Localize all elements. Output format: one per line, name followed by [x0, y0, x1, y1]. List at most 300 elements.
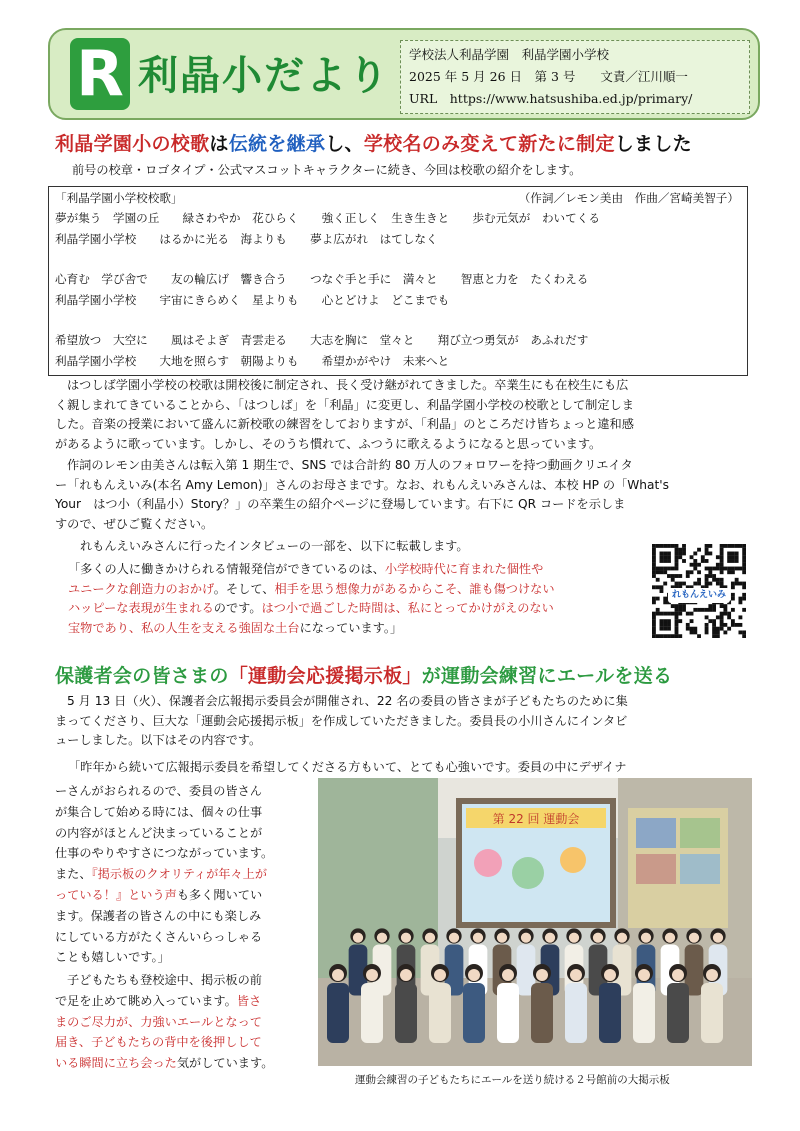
qr-module [671, 612, 675, 616]
qr-module [708, 570, 712, 574]
qr-module [675, 574, 679, 578]
qr-module [663, 612, 667, 616]
song-title: 「利晶学園小学校校歌」 [55, 191, 183, 205]
qr-module [675, 608, 679, 612]
qr-module [705, 552, 709, 556]
qr-module [667, 634, 671, 638]
person-face [593, 933, 603, 943]
qr-module [742, 597, 746, 601]
qr-module [652, 570, 656, 574]
qr-module [697, 563, 701, 567]
qr-module [693, 552, 697, 556]
qr-module [742, 608, 746, 612]
qr-module [742, 585, 746, 589]
qr-module [663, 623, 667, 627]
text: が集合して始める時には、個々の仕事 [55, 804, 263, 819]
qr-module [667, 612, 671, 616]
qr-module [735, 578, 739, 582]
qr-module [735, 555, 739, 559]
qr-module [705, 623, 709, 627]
person [667, 983, 689, 1043]
person-face [638, 969, 650, 981]
qr-module [712, 604, 716, 608]
qr-module [656, 567, 660, 571]
qr-module [652, 563, 656, 567]
qr-module [675, 582, 679, 586]
qr-module [720, 627, 724, 631]
qr-module [720, 582, 724, 586]
qr-module [742, 570, 746, 574]
text: になっています。」 [299, 620, 403, 635]
person [429, 983, 451, 1043]
qr-module [727, 567, 731, 571]
person-face [377, 933, 387, 943]
qr-module [678, 574, 682, 578]
verse2-line1: 心育む 学び舎で 友の輪広げ 響き合う つなぐ手と手に 満々と 智恵と力を たくわえる [55, 272, 589, 286]
person [599, 983, 621, 1043]
text-line [55, 1012, 273, 1033]
qr-module [705, 567, 709, 571]
qr-module [660, 552, 664, 556]
qr-module [671, 578, 675, 582]
school-logo-icon: R [70, 38, 130, 110]
qr-module [678, 582, 682, 586]
qr-module [738, 615, 742, 619]
text-line [55, 947, 273, 968]
text-line [55, 1032, 273, 1053]
qr-module [705, 615, 709, 619]
qr-module [723, 567, 727, 571]
qr-module [663, 597, 667, 601]
qr-module [660, 589, 664, 593]
person-face [449, 933, 459, 943]
qr-module [652, 623, 656, 627]
qr-module [667, 555, 671, 559]
qr-module [697, 548, 701, 552]
qr-module [742, 552, 746, 556]
qr-module [742, 563, 746, 567]
qr-module [697, 608, 701, 612]
qr-module [708, 608, 712, 612]
qr-module [708, 552, 712, 556]
article1-paragraph1 [55, 376, 634, 454]
qr-module [663, 552, 667, 556]
issue-info-box [400, 40, 750, 114]
qr-module [675, 559, 679, 563]
qr-module [660, 627, 664, 631]
qr-module [686, 627, 690, 631]
qr-module [690, 555, 694, 559]
qr-module [675, 555, 679, 559]
qr-module [663, 544, 667, 548]
article2-headline [55, 661, 672, 688]
verse3-line1: 希望放つ 大空に 風はそよぎ 青雲走る 大志を胸に 堂々と 翔び立つ勇気が あふれだす [55, 333, 589, 347]
qr-module [682, 582, 686, 586]
paragraph-line: Your はつ小（利晶小）Story？」の卒業生の紹介ページに登場しています。右下に QR コードを示しま [55, 497, 626, 511]
qr-module [675, 548, 679, 552]
qr-module [693, 630, 697, 634]
highlighted-text: はつ小で過ごした時間は、私にとってかけがえのない [261, 601, 554, 615]
qr-module [712, 574, 716, 578]
qr-module [701, 608, 705, 612]
qr-module [727, 559, 731, 563]
qr-module [716, 615, 720, 619]
paragraph-line: 5 月 13 日（火）、保護者会広報掲示委員会が開催され、22 名の委員の皆さまが子どもたちのために集 [67, 694, 628, 708]
qr-module [656, 634, 660, 638]
qr-module [742, 567, 746, 571]
qr-module [716, 582, 720, 586]
qr-module [678, 548, 682, 552]
qr-module [667, 544, 671, 548]
qr-module [705, 582, 709, 586]
person-face [536, 969, 548, 981]
text-line [55, 781, 273, 802]
verse2-line2: 利晶学園小学校 宇宙にきらめく 星よりも 心とどけよ どこまでも [55, 293, 450, 307]
headline1-segment: し、 [325, 133, 364, 155]
qr-module [697, 570, 701, 574]
qr-module [660, 567, 664, 571]
qr-module [731, 619, 735, 623]
qr-module [716, 630, 720, 634]
article1-headline [55, 129, 692, 156]
text-line [55, 1053, 273, 1074]
person-face [401, 933, 411, 943]
qr-module [716, 567, 720, 571]
highlighted-text: 『掲示板のクオリティが年々上が [91, 867, 268, 882]
qr-module [660, 555, 664, 559]
person [633, 983, 655, 1043]
qr-module [742, 555, 746, 559]
paragraph-line: があるように歌っています。しかし、そのうち慣れて、ふつうに歌えるようになると思っています。 [55, 436, 602, 451]
qr-module [742, 559, 746, 563]
qr-module [712, 608, 716, 612]
qr-module [720, 612, 724, 616]
qr-module [731, 555, 735, 559]
qr-module [682, 552, 686, 556]
qr-module [705, 608, 709, 612]
article1-paragraph2 [55, 456, 669, 534]
qr-module [652, 574, 656, 578]
article1-paragraph3: れもんえいみさんに行ったインタビューの一部を、以下に転載します。 [80, 539, 469, 553]
verse1-line1: 夢が集う 学園の丘 緑さわやか 花ひらく 強く正しく 生き生きと 歩む元気が わいてくる [55, 211, 600, 225]
qr-module [663, 600, 667, 604]
qr-module [720, 615, 724, 619]
school-name: 学校法人利晶学園 利晶学園小学校 [409, 47, 610, 62]
qr-module [652, 612, 656, 616]
qr-module [742, 544, 746, 548]
qr-module [716, 563, 720, 567]
highlighted-text: 相手を思う想像力があるからこそ、誰も傷つけない [274, 581, 555, 596]
qr-module [731, 593, 735, 597]
qr-module [682, 548, 686, 552]
qr-module [652, 544, 656, 548]
qr-module [723, 630, 727, 634]
qr-module [701, 559, 705, 563]
qr-module [678, 604, 682, 608]
qr-module [675, 563, 679, 567]
text: にしている方がたくさんいらっしゃる [55, 929, 263, 944]
qr-module [731, 567, 735, 571]
paragraph-line: まってくださり、巨大な「運動会応援掲示板」を作成していただきました。委員長の小川さんにインタビ [55, 713, 628, 728]
highlighted-text: ハッピーな表現が生まれる [68, 601, 214, 615]
qr-module [731, 582, 735, 586]
qr-module [742, 630, 746, 634]
person-face [468, 969, 480, 981]
school-url[interactable]: URL https://www.hatsushiba.ed.jp/primary/ [409, 91, 693, 106]
qr-module [735, 582, 739, 586]
person-face [521, 933, 531, 943]
highlighted-text: まのご尽力が、力強いエールとなって [55, 1014, 262, 1029]
qr-module [720, 544, 724, 548]
qr-module [652, 548, 656, 552]
qr-module [675, 619, 679, 623]
qr-module [712, 619, 716, 623]
qr-module [693, 582, 697, 586]
person-face [502, 969, 514, 981]
qr-module [652, 627, 656, 631]
person-face [425, 933, 435, 943]
qr-module [738, 630, 742, 634]
qr-module [723, 612, 727, 616]
person-face [665, 933, 675, 943]
text-line [68, 599, 555, 619]
qr-module [663, 559, 667, 563]
text-line [55, 991, 273, 1012]
qr-module [652, 567, 656, 571]
bulletin-board-photo [318, 778, 752, 1066]
text-line [55, 885, 273, 906]
qr-module [671, 544, 675, 548]
text: また、 [55, 867, 92, 882]
qr-module [712, 627, 716, 631]
qr-module [708, 604, 712, 608]
qr-module [682, 604, 686, 608]
paragraph-line: はつしば学園小学校の校歌は開校後に制定され、長く受け継がれてきました。卒業生にも在校生にも広 [67, 378, 629, 392]
qr-module [727, 555, 731, 559]
qr-module [712, 567, 716, 571]
qr-module [678, 619, 682, 623]
qr-module [652, 634, 656, 638]
text-line [55, 802, 273, 823]
qr-module [682, 544, 686, 548]
qr-module [731, 585, 735, 589]
qr-module [712, 634, 716, 638]
qr-module [738, 600, 742, 604]
text-line [55, 906, 273, 927]
qr-module [720, 559, 724, 563]
qr-module [663, 567, 667, 571]
qr-module [742, 634, 746, 638]
qr-module [675, 634, 679, 638]
photo-caption: 運動会練習の子どもたちにエールを送り続ける２号館前の大掲示板 [355, 1074, 670, 1086]
qr-module [675, 567, 679, 571]
headline2-segment: 「運動会応援掲示板」 [228, 665, 422, 687]
qr-module [652, 555, 656, 559]
text-line [55, 864, 273, 885]
paragraph-line: ー「れもんえいみ(本名 Amy Lemon)」さんのお母さまです。なお、れもんえいみさんは、本校 HP の「What's [55, 477, 669, 492]
qr-module [667, 559, 671, 563]
qr-module [735, 567, 739, 571]
song-credit: （作詞／レモン美由 作曲／宮崎美智子） [518, 191, 739, 205]
closing-paragraph [55, 970, 273, 1074]
qr-module [705, 548, 709, 552]
qr-module [705, 559, 709, 563]
qr-module [660, 612, 664, 616]
qr-module [731, 544, 735, 548]
qr-module [656, 578, 660, 582]
person [565, 983, 587, 1043]
qr-module [708, 567, 712, 571]
qr-module [682, 608, 686, 612]
qr-module [720, 555, 724, 559]
qr-module [735, 559, 739, 563]
qr-module [738, 623, 742, 627]
qr-module [731, 559, 735, 563]
verse3-line2: 利晶学園小学校 大地を照らす 朝陽よりも 希望かがやけ 未来へと [55, 354, 450, 368]
qr-module [723, 623, 727, 627]
qr-module [652, 619, 656, 623]
qr-module [667, 627, 671, 631]
qr-module [667, 552, 671, 556]
qr-module [697, 634, 701, 638]
qr-module [667, 619, 671, 623]
qr-module [720, 552, 724, 556]
qr-module [720, 578, 724, 582]
qr-module [656, 608, 660, 612]
qr-module [678, 555, 682, 559]
qr-module [712, 623, 716, 627]
article2-paragraph1 [55, 692, 628, 751]
issue-date-line: 2025 年 5 月 26 日 第 3 号 文責／江川順一 [409, 69, 688, 84]
person-face [569, 933, 579, 943]
qr-module [686, 612, 690, 616]
qr-module [708, 544, 712, 548]
qr-module [660, 623, 664, 627]
qr-module [663, 555, 667, 559]
text: で足を止めて眺め入っています。 [55, 993, 237, 1008]
qr-module [708, 619, 712, 623]
qr-module [682, 559, 686, 563]
qr-module [701, 555, 705, 559]
qr-module [742, 548, 746, 552]
qr-module [727, 544, 731, 548]
qr-module [697, 578, 701, 582]
qr-module [652, 559, 656, 563]
qr-module [731, 597, 735, 601]
qr-module [727, 570, 731, 574]
person-face [617, 933, 627, 943]
person-face [545, 933, 555, 943]
qr-module [667, 567, 671, 571]
text: ことも嬉しいです。」 [55, 950, 170, 965]
person-face [497, 933, 507, 943]
person [361, 983, 383, 1043]
qr-module [742, 593, 746, 597]
person-face [353, 933, 363, 943]
qr-module [705, 574, 709, 578]
text-line [55, 970, 273, 991]
qr-module [690, 630, 694, 634]
text-line [68, 580, 555, 600]
qr-module [663, 619, 667, 623]
text: ます。保護者の皆さんの中にも楽しみ [55, 908, 262, 923]
text: ーさんがおられるので、委員の皆さん [55, 784, 262, 798]
qr-module [693, 608, 697, 612]
qr-module [720, 567, 724, 571]
person-face [434, 969, 446, 981]
qr-module [663, 570, 667, 574]
qr-module [656, 612, 660, 616]
qr-module [652, 630, 656, 634]
qr-module [720, 619, 724, 623]
qr-module [735, 552, 739, 556]
headline2-segment: が運動会練習にエールを送る [421, 665, 673, 687]
qr-module [690, 563, 694, 567]
text-line [68, 560, 555, 580]
qr-module [720, 604, 724, 608]
qr-module [716, 578, 720, 582]
qr-module [716, 634, 720, 638]
qr-module [652, 597, 656, 601]
paragraph-line: した。音楽の授業において盛んに新校歌の練習をしておりますが、「利晶」のところだけ皆ちょっと違和感 [55, 417, 634, 431]
text-line [68, 619, 555, 639]
qr-module [697, 582, 701, 586]
qr-module [742, 582, 746, 586]
qr-module [660, 570, 664, 574]
committee-quote-first-line: 「昨年から続いて広報掲示委員を希望してくださる方もいて、とても心強いです。委員の中にデザイナ [68, 760, 627, 774]
qr-module [663, 634, 667, 638]
qr-module [678, 634, 682, 638]
qr-label: れもんえいみ [668, 588, 730, 603]
qr-module [671, 574, 675, 578]
text: の内容がほとんど決まっていることが [55, 825, 263, 840]
qr-module [731, 552, 735, 556]
qr-module [705, 544, 709, 548]
qr-module [690, 612, 694, 616]
highlighted-text: ユニークな創造力のおかげ [68, 581, 214, 596]
person-face [570, 969, 582, 981]
qr-module [720, 623, 724, 627]
qr-module [705, 630, 709, 634]
qr-module [693, 567, 697, 571]
qr-module [723, 544, 727, 548]
person-face [332, 969, 344, 981]
text: 。そして、 [213, 581, 275, 596]
person [327, 983, 349, 1043]
qr-module [652, 615, 656, 619]
headline2-segment: 保護者会の皆さまの [55, 665, 229, 687]
person [497, 983, 519, 1043]
qr-module [727, 615, 731, 619]
qr-module [738, 582, 742, 586]
qr-module [675, 612, 679, 616]
person [463, 983, 485, 1043]
text: も多く聞いてい [176, 887, 263, 902]
qr-module [671, 634, 675, 638]
qr-module [686, 570, 690, 574]
person-face [641, 933, 651, 943]
text-line [55, 843, 273, 864]
qr-module [731, 623, 735, 627]
person-face [473, 933, 483, 943]
qr-module [660, 559, 664, 563]
qr-module [705, 627, 709, 631]
qr-module [660, 585, 664, 589]
qr-module [735, 544, 739, 548]
qr-module [716, 555, 720, 559]
qr-module [708, 574, 712, 578]
qr-module [656, 544, 660, 548]
